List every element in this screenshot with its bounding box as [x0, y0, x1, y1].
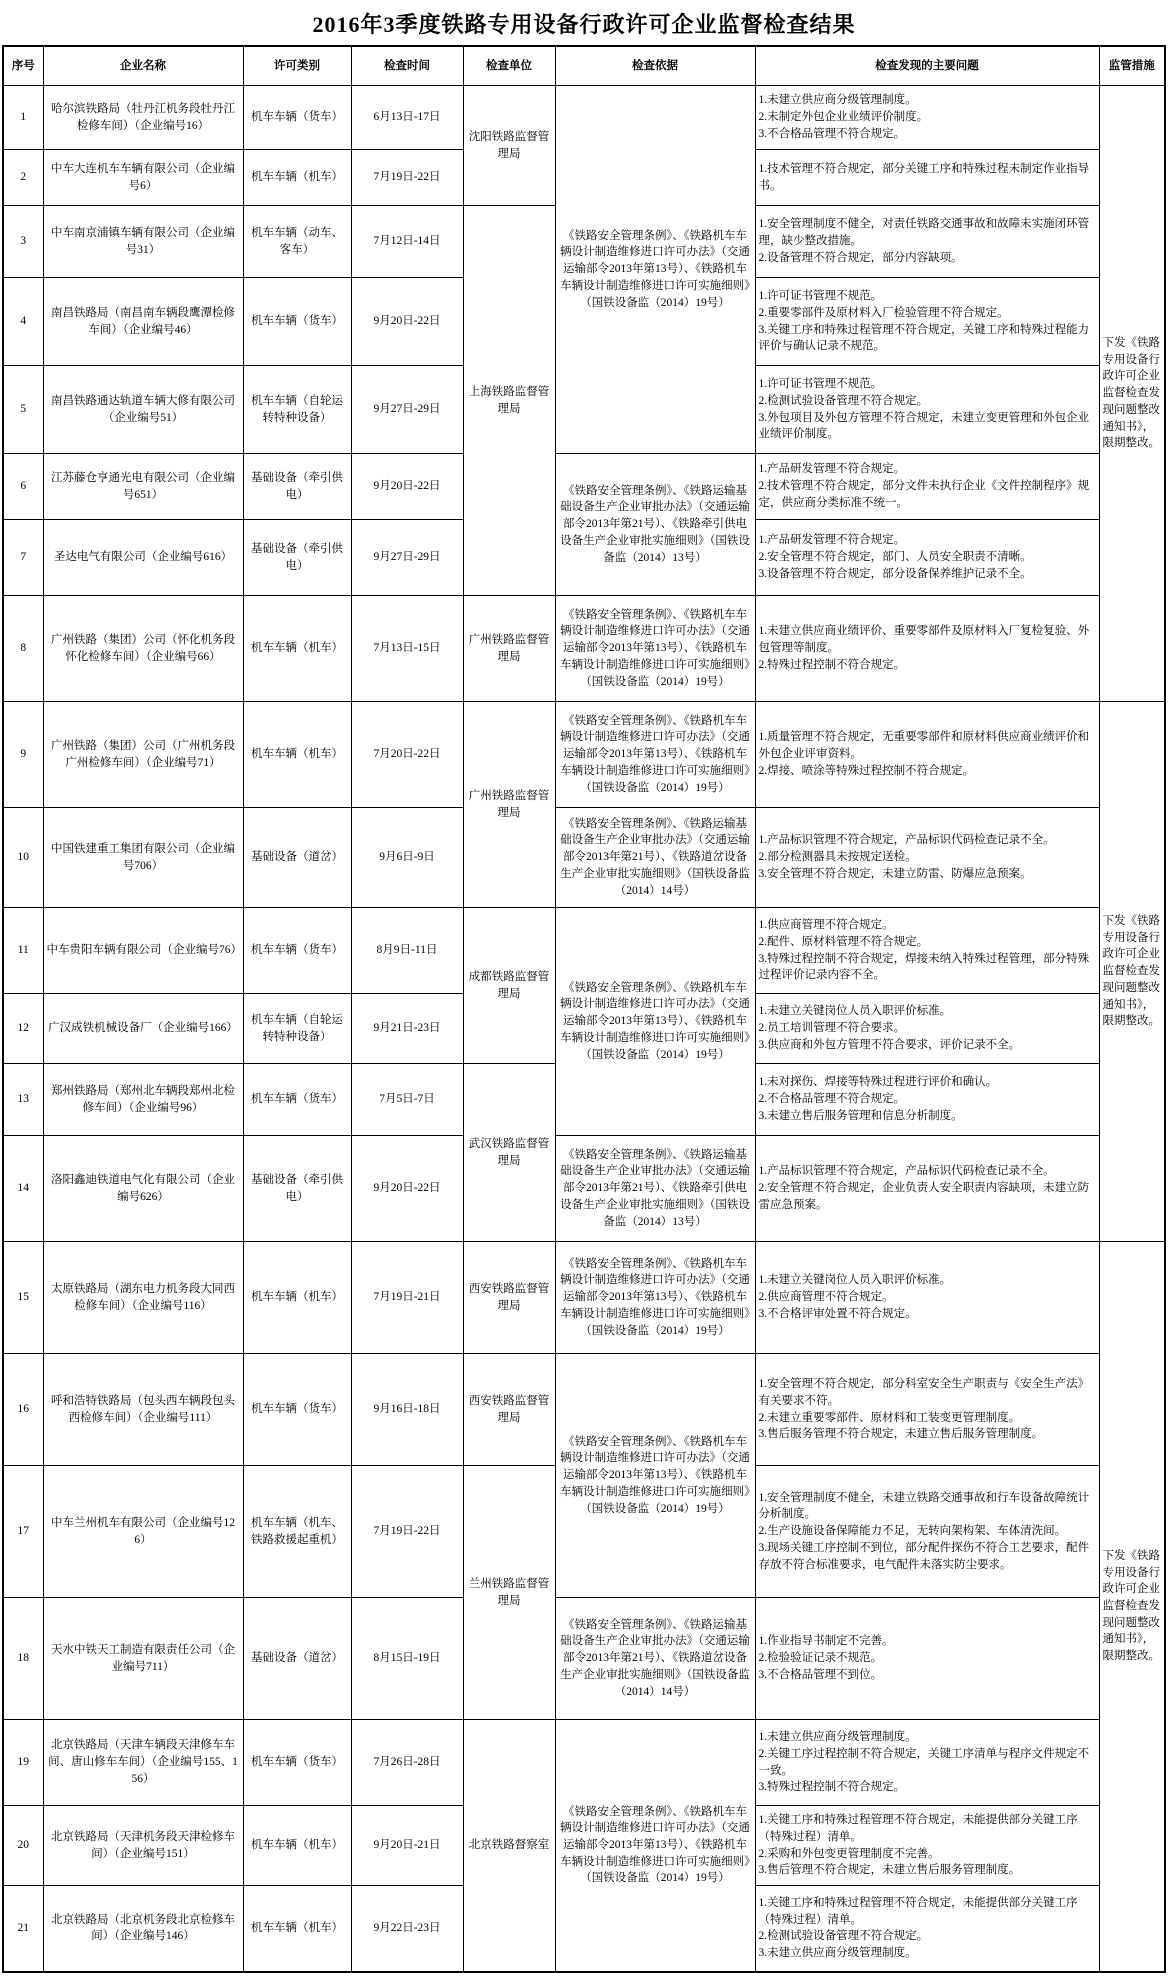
problems-found	[755, 1242, 1099, 1354]
problem-item: 1.未建立关键岗位人员入职评价标准。	[758, 1274, 952, 1287]
inspection-unit: 沈阳铁路监督管理局	[463, 86, 555, 206]
problems-found	[755, 1806, 1099, 1886]
row-number: 18	[3, 1598, 43, 1720]
problem-item: 2.员工培训管理不符合要求。	[758, 1022, 906, 1035]
inspection-results-table	[2, 45, 1166, 1973]
inspection-time: 9月20日-22日	[351, 278, 463, 366]
table-row	[3, 1598, 1165, 1720]
inspection-basis: 《铁路安全管理条例》、《铁路运输基础设备生产企业审批办法》（交通运输部令2013年第21号）、《铁路道岔设备生产企业审批实施细则》（国铁设备监（2014）14号）	[555, 808, 755, 908]
problem-item: 1.技术管理不符合规定，部分关键工序和特殊过程未制定作业指导书。	[758, 162, 1090, 192]
problem-item: 2.关键工序过程控制不符合规定，关键工序清单与程序文件规定不一致。	[758, 1747, 1090, 1777]
license-category: 机车车辆（机车）	[243, 702, 351, 808]
problem-item: 1.产品标识管理不符合规定，产品标识代码检查记录不全。	[758, 1165, 1055, 1178]
problem-item: 1.安全管理制度不健全，未建立铁路交通事故和行车设备故障统计分析制度。	[758, 1491, 1090, 1521]
problem-item: 3.关键工序和特殊过程管理不符合规定，关键工序和特殊过程能力评价与确认记录不规范。	[758, 323, 1090, 353]
license-category: 机车车辆（货车）	[243, 1354, 351, 1466]
supervision-measure: 下发《铁路专用设备行政许可企业监督检查发现问题整改通知书》，限期整改。	[1099, 86, 1165, 702]
row-number: 21	[3, 1886, 43, 1972]
col-header-time: 检查时间	[351, 46, 463, 86]
problem-item: 1.未建立关键岗位人员入职评价标准。	[758, 1005, 952, 1018]
problem-item: 1.安全管理不符合规定，部分科室安全生产职责与《安全生产法》有关要求不符。	[758, 1378, 1090, 1407]
inspection-unit: 兰州铁路监督管理局	[463, 1466, 555, 1720]
problem-item: 2.检验验证记录不规范。	[758, 1652, 883, 1665]
problems-found	[755, 1466, 1099, 1598]
inspection-time: 7月26日-28日	[351, 1720, 463, 1806]
enterprise-name: 广汉成铁机械设备厂（企业编号166）	[43, 994, 243, 1064]
inspection-unit: 北京铁路督察室	[463, 1720, 555, 1972]
col-header-basis: 检查依据	[555, 46, 755, 86]
inspection-unit: 广州铁路监督管理局	[463, 702, 555, 908]
row-number: 2	[3, 150, 43, 206]
inspection-basis: 《铁路安全管理条例》、《铁路运输基础设备生产企业审批办法》（交通运输部令2013年第21号）、《铁路道岔设备生产企业审批实施细则》（国铁设备监（2014）14号）	[555, 1598, 755, 1720]
problems-found	[755, 86, 1099, 150]
license-category: 机车车辆（货车）	[243, 1064, 351, 1136]
problem-item: 1.作业指导书制定不完善。	[758, 1635, 894, 1648]
problems-found	[755, 908, 1099, 994]
table-row	[3, 908, 1165, 994]
problem-item: 2.未制定外包企业业绩评价制度。	[758, 111, 929, 124]
problem-item: 3.不合格品管理不到位。	[758, 1668, 883, 1681]
license-category: 基础设备（牵引供电）	[243, 520, 351, 596]
license-category: 基础设备（道岔）	[243, 1598, 351, 1720]
license-category: 机车车辆（机车）	[243, 1806, 351, 1886]
col-header-measure: 监管措施	[1099, 46, 1165, 86]
enterprise-name: 呼和浩特铁路局（包头西车辆段包头西检修车间）（企业编号111）	[43, 1354, 243, 1466]
inspection-time: 7月5日-7日	[351, 1064, 463, 1136]
problem-item: 2.技术管理不符合规定，部分文件未执行企业《文件控制程序》规定，供应商分类标准不统一。	[758, 480, 1090, 509]
enterprise-name: 南昌铁路通达轨道车辆大修有限公司（企业编号51）	[43, 366, 243, 454]
col-header-name: 企业名称	[43, 46, 243, 86]
table-row	[3, 1354, 1165, 1466]
inspection-basis: 《铁路安全管理条例》、《铁路机车车辆设计制造维修进口许可办法》（交通运输部令2013年第13号）、《铁路机车车辆设计制造维修进口许可实施细则》（国铁设备监（2014）19号）	[555, 1720, 755, 1972]
enterprise-name: 中车南京浦镇车辆有限公司（企业编号31）	[43, 206, 243, 278]
col-header-category: 许可类别	[243, 46, 351, 86]
row-number: 13	[3, 1064, 43, 1136]
row-number: 12	[3, 994, 43, 1064]
problems-found	[755, 278, 1099, 366]
table-row	[3, 596, 1165, 702]
inspection-unit: 成都铁路监督管理局	[463, 908, 555, 1064]
problems-found	[755, 702, 1099, 808]
inspection-time: 9月27日-29日	[351, 520, 463, 596]
problem-item: 3.未建立售后服务管理和信息分析制度。	[758, 1109, 963, 1122]
problem-item: 1.未建立供应商分级管理制度。	[758, 94, 917, 107]
table-row	[3, 86, 1165, 150]
inspection-basis: 《铁路安全管理条例》、《铁路运输基础设备生产企业审批办法》（交通运输部令2013年第21号）、《铁路牵引供电设备生产企业审批实施细则》（国铁设备监（2014）13号）	[555, 454, 755, 596]
problem-item: 2.安全管理不符合规定，企业负责人安全职责内容缺项，未建立防雷应急预案。	[758, 1182, 1090, 1211]
enterprise-name: 郑州铁路局（郑州北车辆段郑州北检修车间）（企业编号96）	[43, 1064, 243, 1136]
license-category: 机车车辆（自轮运转特种设备）	[243, 366, 351, 454]
enterprise-name: 北京铁路局（北京机务段北京检修车间）（企业编号146）	[43, 1886, 243, 1972]
table-row	[3, 1136, 1165, 1242]
row-number: 1	[3, 86, 43, 150]
enterprise-name: 广州铁路（集团）公司（怀化机务段怀化检修车间）（企业编号66）	[43, 596, 243, 702]
inspection-basis: 《铁路安全管理条例》、《铁路机车车辆设计制造维修进口许可办法》（交通运输部令2013年第13号）、《铁路机车车辆设计制造维修进口许可实施细则》（国铁设备监（2014）19号）	[555, 702, 755, 808]
problem-item: 2.供应商管理不符合规定。	[758, 1291, 894, 1304]
problem-item: 3.设备管理不符合规定，部分设备保养维护记录不全。	[758, 567, 1032, 580]
license-category: 机车车辆（货车）	[243, 1720, 351, 1806]
enterprise-name: 中车兰州机车有限公司（企业编号126）	[43, 1466, 243, 1598]
enterprise-name: 北京铁路局（天津机务段天津检修车间）（企业编号151）	[43, 1806, 243, 1886]
problem-item: 2.生产设施设备保障能力不足，无转向架构架、车体清洗间。	[758, 1525, 1067, 1538]
row-number: 20	[3, 1806, 43, 1886]
problem-item: 1.质量管理不符合规定，无重要零部件和原材料供应商业绩评价和外包企业评审资料。	[758, 731, 1090, 761]
problem-item: 1.许可证书管理不规范。	[758, 378, 883, 391]
inspection-basis: 《铁路安全管理条例》、《铁路机车车辆设计制造维修进口许可办法》（交通运输部令2013年第13号）、《铁路机车车辆设计制造维修进口许可实施细则》（国铁设备监（2014）19号）	[555, 1242, 755, 1354]
inspection-time: 9月16日-18日	[351, 1354, 463, 1466]
problem-item: 2.未建立重要零部件、原材料和工装变更管理制度。	[758, 1411, 1021, 1424]
problem-item: 3.不合格品管理不符合规定。	[758, 127, 906, 140]
problem-item: 3.外包项目及外包方管理不符合规定，未建立变更管理和外包企业业绩评价制度。	[758, 411, 1090, 441]
row-number: 5	[3, 366, 43, 454]
table-row	[3, 1720, 1165, 1806]
col-header-unit: 检查单位	[463, 46, 555, 86]
inspection-time: 7月19日-21日	[351, 1242, 463, 1354]
inspection-time: 9月20日-22日	[351, 1136, 463, 1242]
row-number: 4	[3, 278, 43, 366]
problem-item: 2.设备管理不符合规定，部分内容缺项。	[758, 251, 963, 264]
table-row	[3, 702, 1165, 808]
problems-found	[755, 596, 1099, 702]
enterprise-name: 江苏藤仓亨通光电有限公司（企业编号651）	[43, 454, 243, 520]
row-number: 17	[3, 1466, 43, 1598]
inspection-unit: 上海铁路监督管理局	[463, 206, 555, 596]
problem-item: 3.特殊过程控制不符合规定，焊接未纳入特殊过程管理，部分特殊过程评价记录内容不全。	[758, 952, 1090, 982]
inspection-unit: 西安铁路监督管理局	[463, 1354, 555, 1466]
problem-item: 2.检测试验设备管理不符合规定。	[758, 394, 929, 407]
inspection-time: 7月20日-22日	[351, 702, 463, 808]
enterprise-name: 洛阳鑫迪铁道电气化有限公司（企业编号626）	[43, 1136, 243, 1242]
enterprise-name: 中车大连机车车辆有限公司（企业编号6）	[43, 150, 243, 206]
enterprise-name: 南昌铁路局（南昌南车辆段鹰潭检修车间）（企业编号46）	[43, 278, 243, 366]
inspection-basis: 《铁路安全管理条例》、《铁路运输基础设备生产企业审批办法》（交通运输部令2013年第21号）、《铁路牵引供电设备生产企业审批实施细则》（国铁设备监（2014）13号）	[555, 1136, 755, 1242]
inspection-time: 9月6日-9日	[351, 808, 463, 908]
license-category: 机车车辆（机车、铁路救援起重机）	[243, 1466, 351, 1598]
problem-item: 3.售后管理不符合规定，未建立售后服务管理制度。	[758, 1864, 1021, 1877]
problem-item: 1.关键工序和特殊过程管理不符合规定，未能提供部分关键工序（特殊过程）清单。	[758, 1896, 1078, 1926]
license-category: 机车车辆（自轮运转特种设备）	[243, 994, 351, 1064]
problem-item: 1.未建立供应商分级管理制度。	[758, 1731, 917, 1744]
inspection-unit: 广州铁路监督管理局	[463, 596, 555, 702]
license-category: 基础设备（道岔）	[243, 808, 351, 908]
problems-found	[755, 520, 1099, 596]
problem-item: 3.售后服务管理不符合规定，未建立售后服务管理制度。	[758, 1428, 1044, 1441]
col-header-problems: 检查发现的主要问题	[755, 46, 1099, 86]
inspection-basis: 《铁路安全管理条例》、《铁路机车车辆设计制造维修进口许可办法》（交通运输部令2013年第13号）、《铁路机车车辆设计制造维修进口许可实施细则》（国铁设备监（2014）19号）	[555, 596, 755, 702]
enterprise-name: 中国铁建重工集团有限公司（企业编号706）	[43, 808, 243, 908]
row-number: 16	[3, 1354, 43, 1466]
problem-item: 1.安全管理制度不健全，对责任铁路交通事故和故障未实施闭环管理，缺少整改措施。	[758, 218, 1090, 248]
enterprise-name: 圣达电气有限公司（企业编号616）	[43, 520, 243, 596]
problem-item: 2.焊接、喷涂等特殊过程控制不符合规定。	[758, 764, 975, 777]
inspection-time: 9月20日-21日	[351, 1806, 463, 1886]
row-number: 3	[3, 206, 43, 278]
problems-found	[755, 206, 1099, 278]
problems-found	[755, 1886, 1099, 1972]
col-header-no: 序号	[3, 46, 43, 86]
problem-item: 3.未建立供应商分级管理制度。	[758, 1946, 917, 1959]
inspection-basis: 《铁路安全管理条例》、《铁路机车车辆设计制造维修进口许可办法》（交通运输部令2013年第13号）、《铁路机车车辆设计制造维修进口许可实施细则》（国铁设备监（2014）19号）	[555, 1354, 755, 1598]
row-number: 9	[3, 702, 43, 808]
inspection-basis: 《铁路安全管理条例》、《铁路机车车辆设计制造维修进口许可办法》（交通运输部令2013年第13号）、《铁路机车车辆设计制造维修进口许可实施细则》（国铁设备监（2014）19号）	[555, 86, 755, 454]
problem-item: 3.安全管理不符合规定，未建立防雷、防爆应急预案。	[758, 867, 1032, 880]
problem-item: 2.重要零部件及原材料入厂检验管理不符合规定。	[758, 306, 1009, 319]
table-row	[3, 808, 1165, 908]
problem-item: 1.许可证书管理不规范。	[758, 290, 883, 303]
header-row	[3, 46, 1165, 86]
table-row	[3, 454, 1165, 520]
license-category: 机车车辆（机车）	[243, 150, 351, 206]
supervision-measure: 下发《铁路专用设备行政许可企业监督检查发现问题整改通知书》，限期整改。	[1099, 702, 1165, 1242]
enterprise-name: 广州铁路（集团）公司（广州机务段广州检修车间）（企业编号71）	[43, 702, 243, 808]
problems-found	[755, 1598, 1099, 1720]
row-number: 19	[3, 1720, 43, 1806]
enterprise-name: 天水中铁天工制造有限责任公司（企业编号711）	[43, 1598, 243, 1720]
license-category: 基础设备（牵引供电）	[243, 454, 351, 520]
problem-item: 2.检测试验设备管理不符合规定。	[758, 1930, 929, 1943]
problem-item: 2.不合格品管理不符合规定。	[758, 1093, 906, 1106]
enterprise-name: 北京铁路局（天津车辆段天津修车车间、唐山修车车间）（企业编号155、156）	[43, 1720, 243, 1806]
problems-found	[755, 150, 1099, 206]
row-number: 11	[3, 908, 43, 994]
problems-found	[755, 808, 1099, 908]
problem-item: 1.关键工序和特殊过程管理不符合规定，未能提供部分关键工序（特殊过程）清单。	[758, 1814, 1078, 1843]
problems-found	[755, 454, 1099, 520]
problem-item: 2.安全管理不符合规定，部门、人员安全职责不清晰。	[758, 551, 1032, 564]
problem-item: 3.供应商和外包方管理不符合要求，评价记录不全。	[758, 1038, 1021, 1051]
inspection-unit: 武汉铁路监督管理局	[463, 1064, 555, 1242]
problem-item: 3.特殊过程控制不符合规定。	[758, 1781, 906, 1794]
inspection-unit: 西安铁路监督管理局	[463, 1242, 555, 1354]
supervision-measure: 下发《铁路专用设备行政许可企业监督检查发现问题整改通知书》，限期整改。	[1099, 1242, 1165, 1972]
row-number: 8	[3, 596, 43, 702]
problems-found	[755, 1720, 1099, 1806]
problem-item: 2.部分检测器具未按规定送检。	[758, 851, 917, 864]
page-title: 2016年3季度铁路专用设备行政许可企业监督检查结果	[312, 12, 856, 37]
license-category: 机车车辆（动车、客车）	[243, 206, 351, 278]
problem-item: 1.产品研发管理不符合规定。	[758, 463, 906, 476]
inspection-time: 7月12日-14日	[351, 206, 463, 278]
problem-item: 2.特殊过程控制不符合规定。	[758, 658, 906, 671]
inspection-time: 9月22日-23日	[351, 1886, 463, 1972]
inspection-time: 7月19日-22日	[351, 1466, 463, 1598]
license-category: 机车车辆（机车）	[243, 596, 351, 702]
inspection-time: 8月15日-19日	[351, 1598, 463, 1720]
problem-item: 2.配件、原材料管理不符合规定。	[758, 935, 929, 948]
problem-item: 1.产品研发管理不符合规定。	[758, 534, 906, 547]
problem-item: 1.未建立供应商业绩评价、重要零部件及原材料入厂复检复验、外包管理等制度。	[758, 625, 1090, 655]
inspection-time: 8月9日-11日	[351, 908, 463, 994]
license-category: 机车车辆（机车）	[243, 1242, 351, 1354]
problem-item: 1.未对探伤、焊接等特殊过程进行评价和确认。	[758, 1076, 998, 1089]
license-category: 基础设备（牵引供电）	[243, 1136, 351, 1242]
problems-found	[755, 994, 1099, 1064]
problems-found	[755, 1354, 1099, 1466]
inspection-time: 9月20日-22日	[351, 454, 463, 520]
license-category: 机车车辆（货车）	[243, 908, 351, 994]
row-number: 10	[3, 808, 43, 908]
inspection-time: 9月27日-29日	[351, 366, 463, 454]
table-row	[3, 1242, 1165, 1354]
problems-found	[755, 1064, 1099, 1136]
inspection-basis: 《铁路安全管理条例》、《铁路机车车辆设计制造维修进口许可办法》（交通运输部令2013年第13号）、《铁路机车车辆设计制造维修进口许可实施细则》（国铁设备监（2014）19号）	[555, 908, 755, 1136]
inspection-time: 9月21日-23日	[351, 994, 463, 1064]
enterprise-name: 哈尔滨铁路局（牡丹江机务段牡丹江检修车间）（企业编号16）	[43, 86, 243, 150]
license-category: 机车车辆（机车）	[243, 1886, 351, 1972]
problem-item: 1.产品标识管理不符合规定，产品标识代码检查记录不全。	[758, 834, 1055, 847]
row-number: 7	[3, 520, 43, 596]
problem-item: 3.不合格评审处置不符合规定。	[758, 1307, 917, 1320]
row-number: 6	[3, 454, 43, 520]
enterprise-name: 中车贵阳车辆有限公司（企业编号76）	[43, 908, 243, 994]
license-category: 机车车辆（货车）	[243, 278, 351, 366]
inspection-time: 7月19日-22日	[351, 150, 463, 206]
problem-item: 1.供应商管理不符合规定。	[758, 919, 894, 932]
inspection-time: 7月13日-15日	[351, 596, 463, 702]
enterprise-name: 太原铁路局（湖东电力机务段大同西检修车间）（企业编号116）	[43, 1242, 243, 1354]
problem-item: 3.现场关键工序控制不到位，部分配件探伤不符合工艺要求，配件存放不符合标准要求，电气配件未落实防尘要求。	[758, 1541, 1090, 1571]
inspection-time: 6月13日-17日	[351, 86, 463, 150]
problems-found	[755, 1136, 1099, 1242]
problems-found	[755, 366, 1099, 454]
license-category: 机车车辆（货车）	[243, 86, 351, 150]
row-number: 14	[3, 1136, 43, 1242]
problem-item: 2.采购和外包变更管理制度不完善。	[758, 1847, 940, 1860]
row-number: 15	[3, 1242, 43, 1354]
